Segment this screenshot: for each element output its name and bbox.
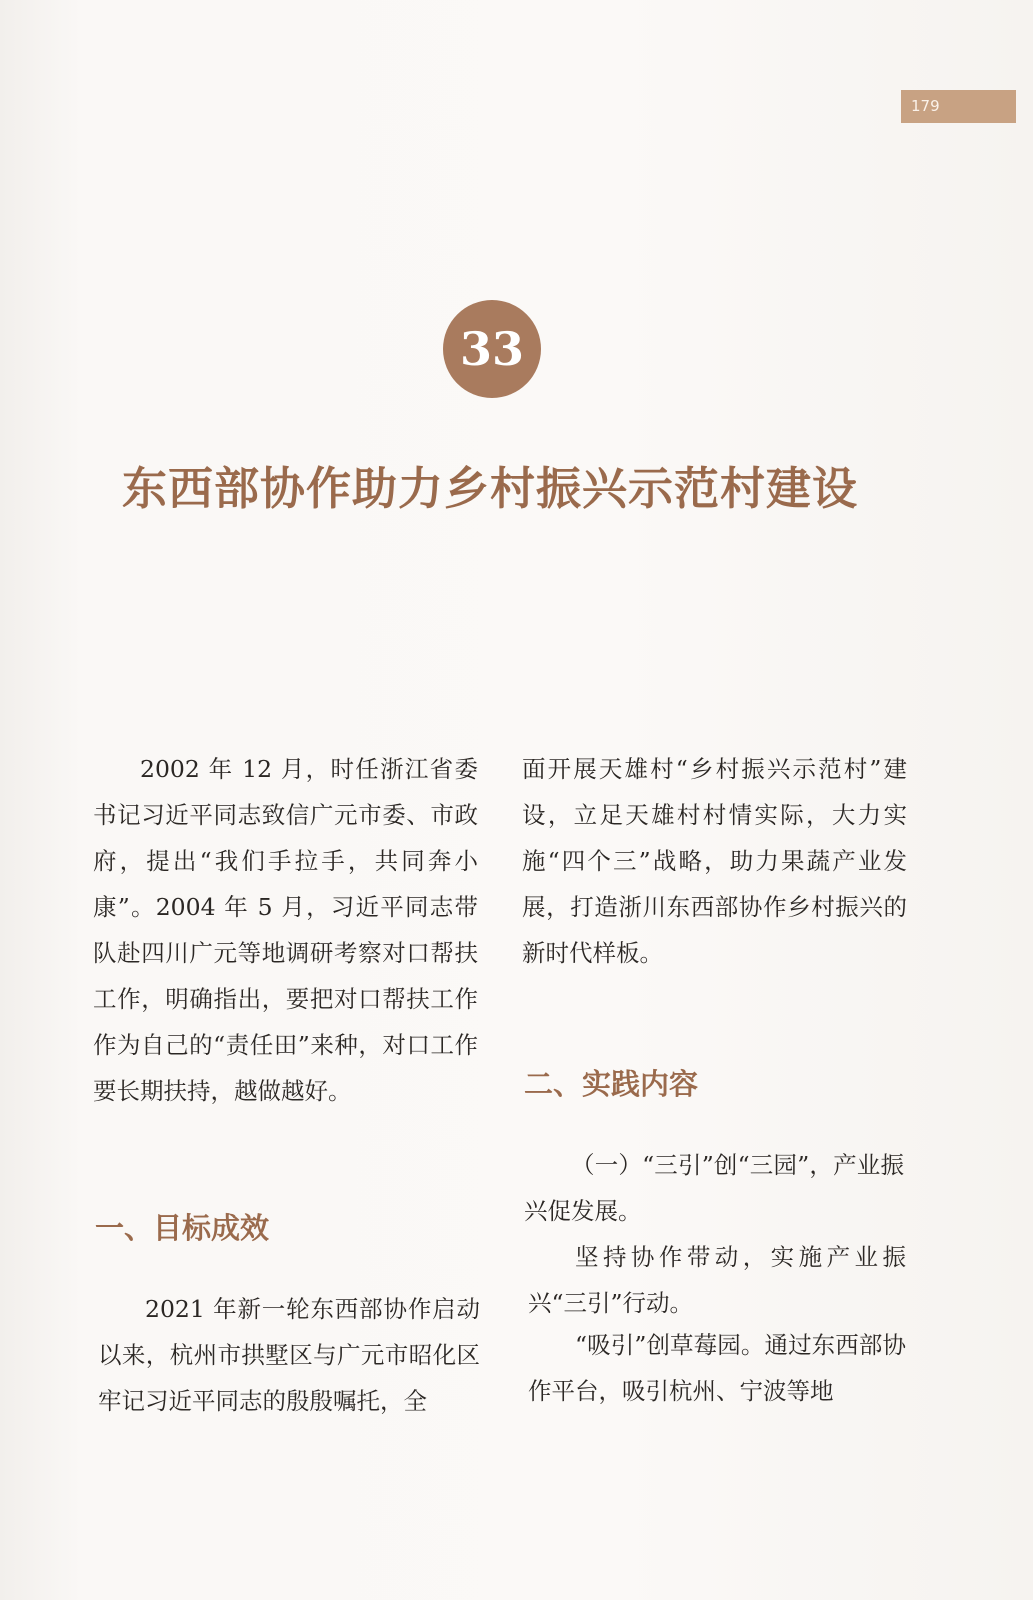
section2-paragraph-1: 坚持协作带动，实施产业振兴“三引”行动。 — [528, 1243, 906, 1317]
section-heading-goals: 一、目标成效 — [95, 1211, 270, 1245]
page-number: 179 — [901, 90, 1016, 123]
chapter-number-badge: 33 — [443, 300, 541, 398]
chapter-title: 东西部协作助力乡村振兴示范村建设 — [121, 462, 858, 515]
intro-paragraph: 2002 年 12 月，时任浙江省委书记习近平同志致信广元市委、市政府，提出“我们手拉手，共同奔小康”。2004 年 5 月，习近平同志带队赴四川广元等地调研考察对口帮扶工作，明确指出，要把对口帮扶工作作为自己的“责任田”来种，对口工作要长期扶持，越做越好。 — [93, 755, 478, 1105]
section2-paragraph-2: “吸引”创草莓园。通过东西部协作平台，吸引杭州、宁波等地 — [528, 1331, 906, 1405]
section1-paragraph-continued: 面开展天雄村“乡村振兴示范村”建设，立足天雄村村情实际，大力实施“四个三”战略，助力果蔬产业发展，打造浙川东西部协作乡村振兴的新时代样板。 — [522, 755, 907, 967]
section2-subheading: （一）“三引”创“三园”，产业振兴促发展。 — [524, 1151, 904, 1225]
section1-paragraph-start: 2021 年新一轮东西部协作启动以来，杭州市拱墅区与广元市昭化区牢记习近平同志的殷殷嘱托，全 — [98, 1295, 480, 1415]
section-heading-practice: 二、实践内容 — [524, 1067, 699, 1101]
